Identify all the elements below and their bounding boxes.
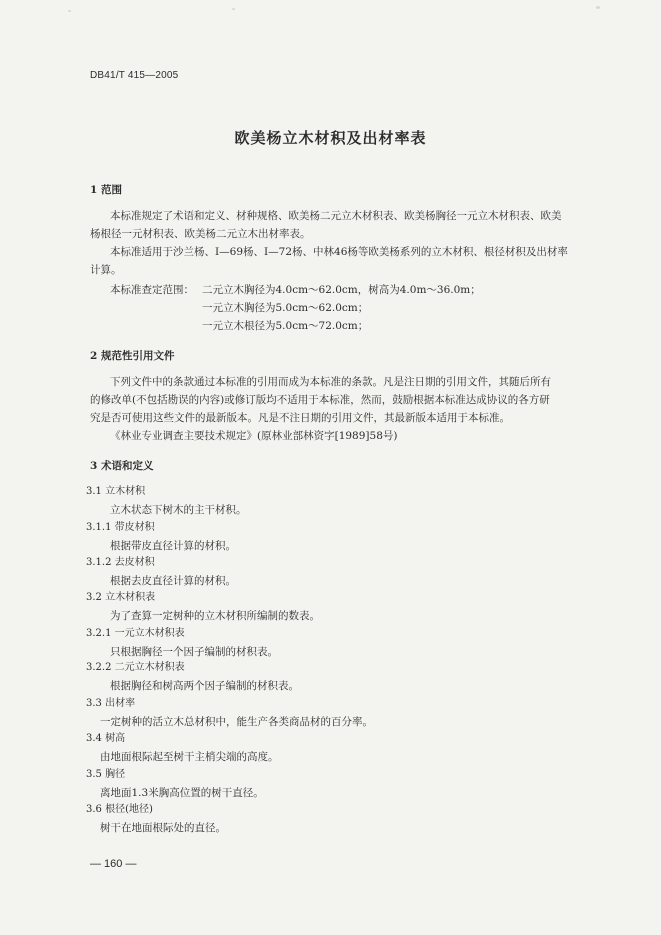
section-1-para-2-line-2: 计算。	[90, 264, 122, 276]
term-3-4: 3.4 树高	[86, 733, 126, 744]
term-3-1: 3.1 立木材积	[86, 486, 146, 497]
definition-3-2: 为了查算一定树种的立木材积所编制的数表。	[110, 610, 320, 622]
range-item-1: 二元立木胸径为4.0cm～62.0cm，树高为4.0m～36.0m；	[202, 284, 481, 296]
definition-3-2-1: 只根据胸径一个因子编制的材积表。	[110, 646, 278, 658]
term-3-2-1: 3.2.1 一元立木材积表	[86, 628, 185, 639]
scan-speck	[596, 6, 600, 9]
page-number: — 160 —	[90, 858, 137, 870]
range-item-3: 一元立木根径为5.0cm～72.0cm；	[202, 320, 369, 332]
definition-3-5: 离地面1.3米胸高位置的树干直径。	[100, 787, 264, 799]
section-2-para-line-3: 究是否可使用这些文件的最新版本。凡是不注日期的引用文件，其最新版本适用于本标准。	[90, 412, 510, 424]
section-2-para-line-2: 的修改单(不包括勘误的内容)或修订版均不适用于本标准，然而，鼓励根据本标准达成协议的各方研	[90, 394, 550, 406]
term-3-2: 3.2 立木材积表	[86, 592, 156, 603]
term-3-6: 3.6 根径(地径)	[86, 804, 153, 815]
scan-speck	[68, 10, 71, 12]
section-2-para-line-1: 下列文件中的条款通过本标准的引用而成为本标准的条款。凡是注日期的引用文件，其随后所有	[110, 376, 551, 388]
definition-3-1-2: 根据去皮直径计算的材积。	[110, 575, 236, 587]
term-3-1-2: 3.1.2 去皮材积	[86, 557, 155, 568]
section-1-heading: 1 范围	[90, 184, 122, 196]
scan-speck	[232, 8, 235, 10]
definition-3-1: 立木状态下树木的主干材积。	[110, 504, 247, 516]
definition-3-3: 一定树种的活立木总材积中，能生产各类商品材的百分率。	[100, 716, 373, 728]
section-1-para-1-line-2: 杨根径一元材积表、欧美杨二元立木出材率表。	[90, 228, 311, 240]
definition-3-1-1: 根据带皮直径计算的材积。	[110, 540, 236, 552]
section-2-heading: 2 规范性引用文件	[90, 350, 175, 362]
term-3-3: 3.3 出材率	[86, 698, 136, 709]
term-3-2-2: 3.2.2 二元立木材积表	[86, 662, 185, 673]
section-1-para-1-line-1: 本标准规定了术语和定义、材种规格、欧美杨二元立木材积表、欧美杨胸径一元立木材积表、欧美	[110, 210, 562, 222]
standard-code: DB41/T 415—2005	[90, 70, 179, 81]
range-lead: 本标准查定范围：	[110, 284, 194, 296]
section-3-heading: 3 术语和定义	[90, 460, 154, 472]
range-item-2: 一元立木胸径为5.0cm～62.0cm；	[202, 302, 369, 314]
definition-3-4: 由地面根际起至树干主梢尖端的高度。	[100, 751, 279, 763]
section-1-para-2-line-1: 本标准适用于沙兰杨、I—69杨、I—72杨、中林46杨等欧美杨系列的立木材积、根径材积及出材率	[110, 246, 568, 258]
reference-item-1: 《林业专业调查主要技术规定》(原林业部林资字[1989]58号)	[110, 430, 398, 442]
term-3-5: 3.5 胸径	[86, 769, 126, 780]
definition-3-6: 树干在地面根际处的直径。	[100, 822, 226, 834]
page-title: 欧美杨立木材积及出材率表	[234, 129, 427, 147]
term-3-1-1: 3.1.1 带皮材积	[86, 522, 155, 533]
definition-3-2-2: 根据胸径和树高两个因子编制的材积表。	[110, 680, 299, 692]
